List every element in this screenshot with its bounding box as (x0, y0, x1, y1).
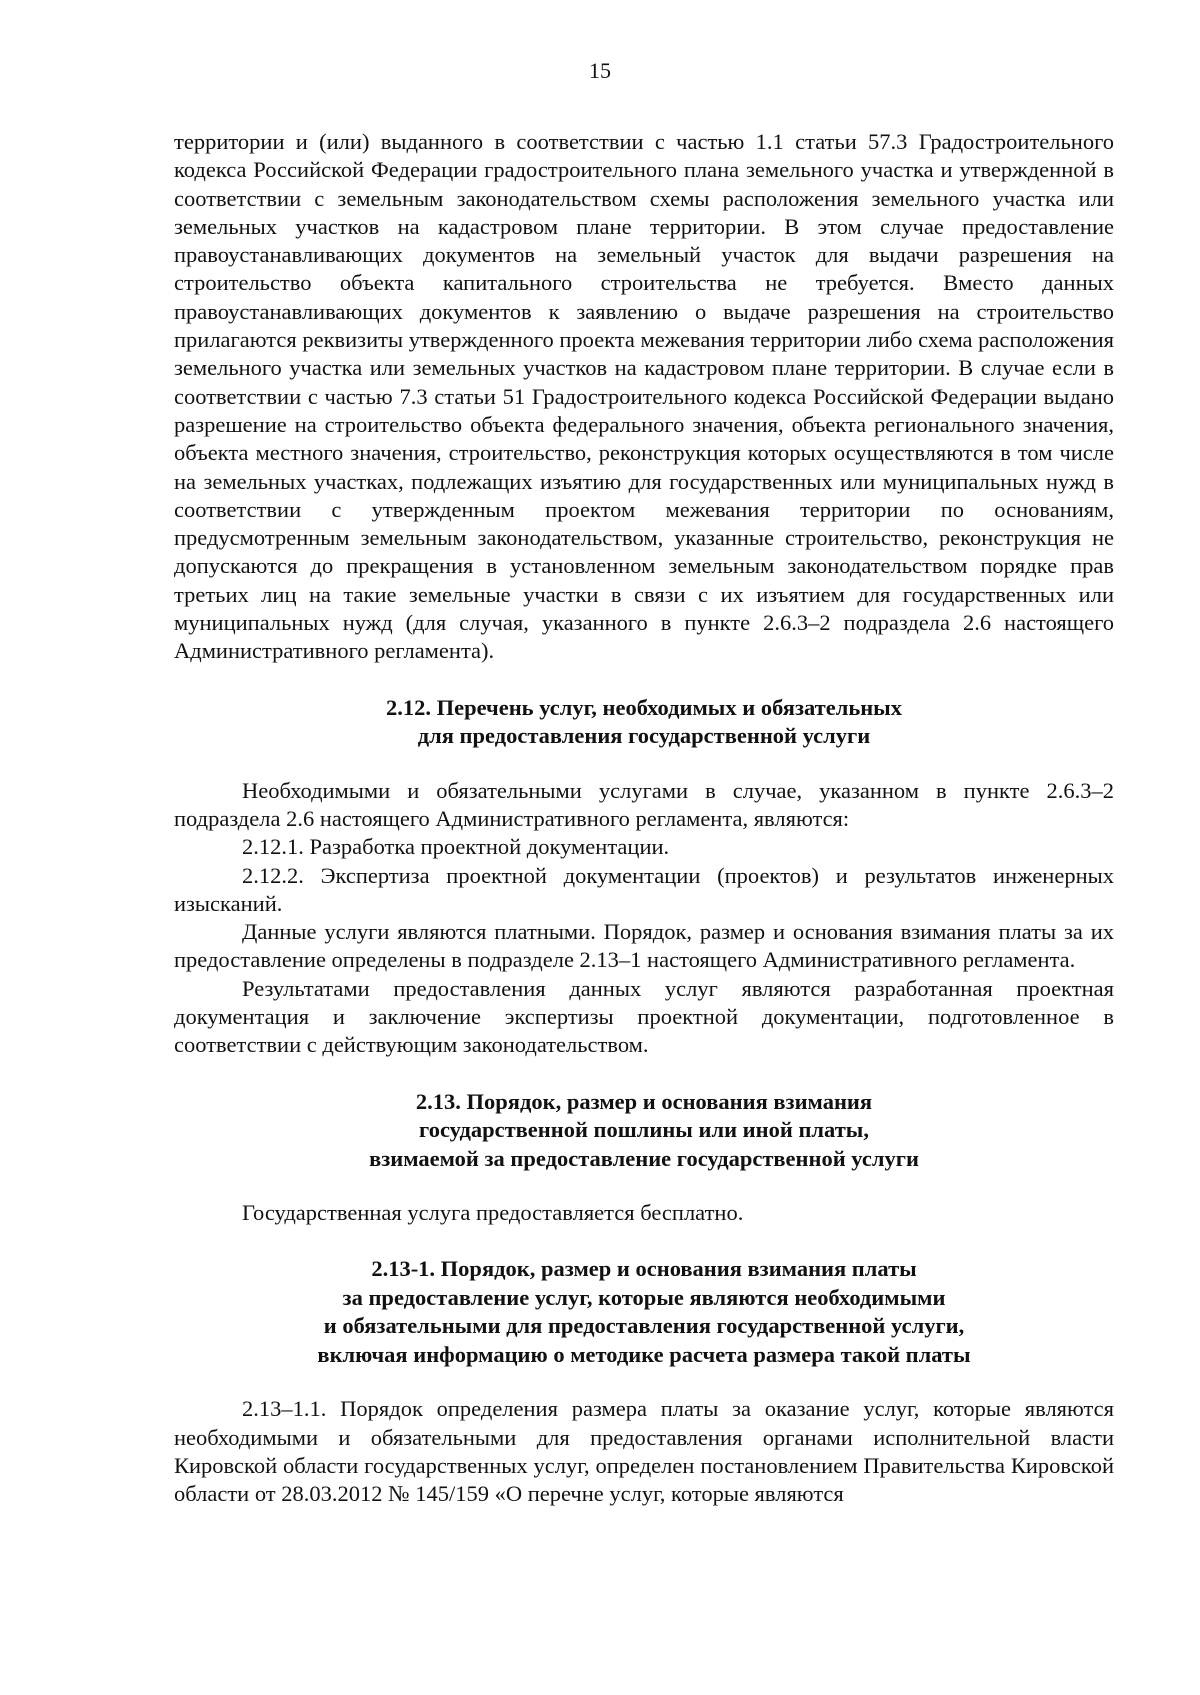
section-2-13-1-heading-line-2: за предоставление услуг, которые являются необходимыми (342, 1284, 946, 1310)
section-2-13-1 (174, 1255, 1114, 1508)
page-number: 15 (589, 58, 611, 83)
section-2-12-heading-line-1: 2.12. Перечень услуг, необходимых и обязательных (385, 694, 903, 720)
section-2-13-1-heading-line-1: 2.13-1. Порядок, размер и основания взимания платы (371, 1256, 917, 1282)
section-2-13-1-paragraph: 2.13–1.1. Порядок определения размера платы за оказание услуг, которые являются необходимыми и обязательными для предоставления органами исполнительной власти Кировской области государственных услуг, определен постановлением Правительства Кировской области от 28.03.2012 № 145/159 «О перечне услуг, которые являются (174, 1396, 1114, 1507)
section-2-12-paragraph: Результатами предоставления данных услуг являются разработанная проектная документация и заключение экспертизы проектной документации, подготовленное в соответствии с действующим законодательством. (174, 975, 1114, 1058)
intro-paragraph: территории и (или) выданного в соответствии с частью 1.1 статьи 57.3 Градостроительного кодекса Российской Федерации градостроительного плана земельного участка и утвержденной в соответствии с земельным законодательством схемы расположения земельного участка или земельных участков на кадастровом плане территории. В этом случае предоставление правоустанавливающих документов на земельный участок для выдачи разрешения на строительство объекта капитального строительства не требуется. Вместо данных правоустанавливающих документов к заявлению о выдаче разрешения на строительство прилагаются реквизиты утвержденного проекта межевания территории либо схема расположения земельного участка или земельных участков на кадастровом плане территории. В случае если в соответствии с частью 7.3 статьи 51 Градостроительного кодекса Российской Федерации выдано разрешение на строительство объекта федерального значения, объекта регионального значения, объекта местного значения, строительство, реконструкция которых осуществляются в том числе на земельных участках, подлежащих изъятию для государственных или муниципальных нужд в соответствии с утвержденным проектом межевания территории по основаниям, предусмотренным земельным законодательством, указанные строительство, реконструкция не допускаются до прекращения в установленном земельным законодательством порядке прав третьих лиц на такие земельные участки в связи с их изъятием для государственных или муниципальных нужд (для случая, указанного в пункте 2.6.3–2 подраздела 2.6 настоящего Административного регламента). (174, 129, 1114, 664)
section-2-13-1-heading-line-3: и обязательными для предоставления государственной услуги, (323, 1313, 965, 1339)
section-2-13-1-heading-line-4: включая информацию о методике расчета размера такой платы (317, 1341, 971, 1367)
section-2-12-paragraph: Необходимыми и обязательными услугами в случае, указанном в пункте 2.6.3–2 подраздела 2.6 настоящего Административного регламента, являются: (174, 777, 1114, 831)
section-2-12-paragraph: 2.12.1. Разработка проектной документации. (242, 834, 670, 860)
section-2-13 (174, 1088, 1114, 1228)
section-2-12-heading-line-2: для предоставления государственной услуги (417, 723, 871, 749)
section-2-13-heading-line-1: 2.13. Порядок, размер и основания взимания (415, 1088, 873, 1114)
document-body (174, 128, 1114, 1509)
section-2-12-paragraph: Данные услуги являются платными. Порядок, размер и основания взимания платы за их предоставление определены в подразделе 2.13–1 настоящего Административного регламента. (174, 919, 1114, 973)
section-2-12 (174, 694, 1114, 1060)
section-2-12-paragraph: 2.12.2. Экспертиза проектной документации (проектов) и результатов инженерных изысканий. (174, 862, 1114, 916)
section-2-13-heading-line-3: взимаемой за предоставление государственной услуги (369, 1145, 919, 1171)
section-2-13-heading-line-2: государственной пошлины или иной платы, (419, 1117, 869, 1143)
section-2-13-paragraph: Государственная услуга предоставляется бесплатно. (242, 1200, 744, 1226)
